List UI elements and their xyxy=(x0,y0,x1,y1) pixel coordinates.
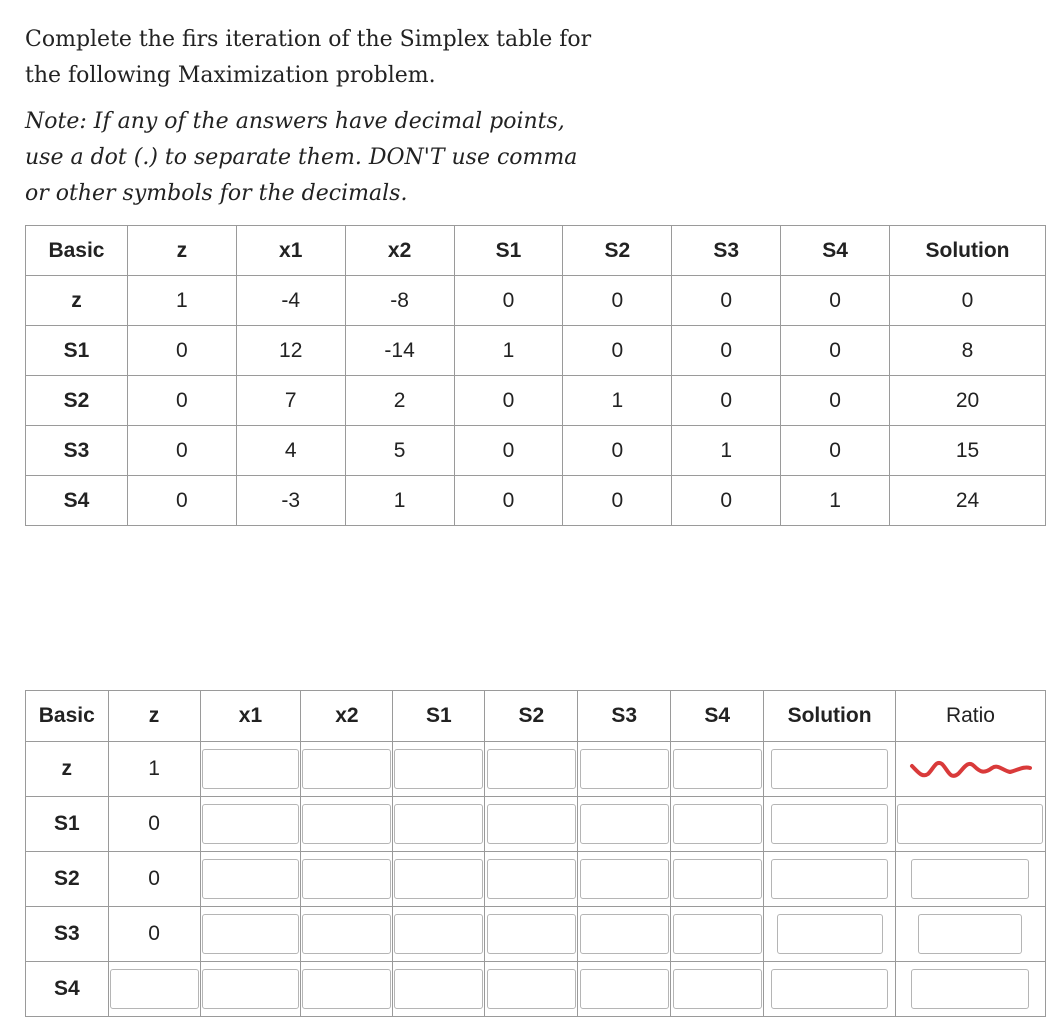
header-basic: Basic xyxy=(26,691,109,742)
answer-input-x1[interactable] xyxy=(202,969,299,1009)
cell-s3: 1 xyxy=(672,426,781,476)
cell-solution: 0 xyxy=(890,276,1046,326)
cell-s4: 0 xyxy=(781,326,890,376)
table-row xyxy=(26,276,1046,326)
cell-z: 0 xyxy=(108,852,200,907)
cell-s4: 1 xyxy=(781,476,890,526)
answer-input-s3[interactable] xyxy=(580,859,669,899)
answer-input-z[interactable] xyxy=(110,969,199,1009)
cell-s1: 1 xyxy=(454,326,563,376)
header-s2: S2 xyxy=(485,691,578,742)
answer-input-ratio[interactable] xyxy=(911,969,1029,1009)
answer-input-s2[interactable] xyxy=(487,804,576,844)
cell-z: 0 xyxy=(108,797,200,852)
answer-input-s3[interactable] xyxy=(580,804,669,844)
cell-s3: 0 xyxy=(672,276,781,326)
header-s3: S3 xyxy=(672,226,781,276)
cell-s2: 0 xyxy=(563,276,672,326)
cell-s4: 0 xyxy=(781,426,890,476)
cell-s3: 0 xyxy=(672,376,781,426)
answer-input-s1[interactable] xyxy=(394,969,483,1009)
header-basic: Basic xyxy=(26,226,128,276)
answer-input-x2[interactable] xyxy=(302,969,391,1009)
cell-s4: 0 xyxy=(781,276,890,326)
answer-input-s2[interactable] xyxy=(487,969,576,1009)
cell-solution: 20 xyxy=(890,376,1046,426)
table-row xyxy=(26,907,1046,962)
table-header-row xyxy=(26,691,1046,742)
table-header-row xyxy=(26,226,1046,276)
answer-input-x2[interactable] xyxy=(302,804,391,844)
header-s2: S2 xyxy=(563,226,672,276)
cell-solution: 8 xyxy=(890,326,1046,376)
table-row xyxy=(26,962,1046,1017)
header-x2: x2 xyxy=(301,691,393,742)
answer-input-solution[interactable] xyxy=(771,804,888,844)
answer-input-s2[interactable] xyxy=(487,859,576,899)
row-basic: S1 xyxy=(26,797,109,852)
answer-input-solution[interactable] xyxy=(771,749,888,789)
answer-input-s3[interactable] xyxy=(580,749,669,789)
row-basic: S2 xyxy=(26,376,128,426)
header-x1: x1 xyxy=(236,226,345,276)
header-s3: S3 xyxy=(578,691,671,742)
cell-s1: 0 xyxy=(454,426,563,476)
note-line-2: use a dot (.) to separate them. DON'T use comma xyxy=(25,145,578,170)
row-basic: z xyxy=(26,276,128,326)
answer-input-s3[interactable] xyxy=(580,914,669,954)
cell-x1: -3 xyxy=(236,476,345,526)
answer-input-x1[interactable] xyxy=(202,749,299,789)
initial-simplex-table xyxy=(25,225,1046,526)
cell-s1: 0 xyxy=(454,476,563,526)
table-row xyxy=(26,376,1046,426)
cell-z: 1 xyxy=(127,276,236,326)
row-basic: z xyxy=(26,742,109,797)
row-basic: S1 xyxy=(26,326,128,376)
cell-s1: 0 xyxy=(454,276,563,326)
header-s4: S4 xyxy=(781,226,890,276)
cell-x1: 12 xyxy=(236,326,345,376)
answer-input-s1[interactable] xyxy=(394,804,483,844)
header-z: z xyxy=(127,226,236,276)
header-s1: S1 xyxy=(393,691,485,742)
table-row xyxy=(26,852,1046,907)
row-basic: S4 xyxy=(26,476,128,526)
answer-input-x2[interactable] xyxy=(302,749,391,789)
header-ratio: Ratio xyxy=(895,691,1045,742)
cell-s4: 0 xyxy=(781,376,890,426)
table-row xyxy=(26,797,1046,852)
cell-solution: 24 xyxy=(890,476,1046,526)
cell-s1: 0 xyxy=(454,376,563,426)
header-z: z xyxy=(108,691,200,742)
note-line-3: or other symbols for the decimals. xyxy=(25,181,408,206)
cell-x1: -4 xyxy=(236,276,345,326)
answer-input-ratio[interactable] xyxy=(918,914,1022,954)
answer-input-s4[interactable] xyxy=(673,749,762,789)
cell-s3: 0 xyxy=(672,326,781,376)
row-basic: S3 xyxy=(26,907,109,962)
cell-z: 0 xyxy=(108,907,200,962)
cell-x2: 1 xyxy=(345,476,454,526)
cell-x2: 5 xyxy=(345,426,454,476)
header-s4: S4 xyxy=(671,691,764,742)
answer-input-s3[interactable] xyxy=(580,969,669,1009)
answer-input-x2[interactable] xyxy=(302,914,391,954)
answer-input-x1[interactable] xyxy=(202,859,299,899)
row-basic: S2 xyxy=(26,852,109,907)
answer-input-s1[interactable] xyxy=(394,914,483,954)
answer-input-s1[interactable] xyxy=(394,749,483,789)
header-x2: x2 xyxy=(345,226,454,276)
answer-input-solution[interactable] xyxy=(771,859,888,899)
cell-s2: 1 xyxy=(563,376,672,426)
instructions xyxy=(25,22,665,212)
cell-z: 1 xyxy=(108,742,200,797)
answer-input-ratio[interactable] xyxy=(897,804,1043,844)
cell-s2: 0 xyxy=(563,326,672,376)
cell-s2: 0 xyxy=(563,426,672,476)
note-line-1: Note: If any of the answers have decimal points, xyxy=(25,109,565,134)
answer-input-s2[interactable] xyxy=(487,749,576,789)
header-x1: x1 xyxy=(200,691,301,742)
header-s1: S1 xyxy=(454,226,563,276)
answer-input-x1[interactable] xyxy=(202,914,299,954)
cell-x1: 7 xyxy=(236,376,345,426)
row-basic: S3 xyxy=(26,426,128,476)
answer-input-solution[interactable] xyxy=(777,914,883,954)
table-row xyxy=(26,426,1046,476)
answer-input-s2[interactable] xyxy=(487,914,576,954)
answer-input-s4[interactable] xyxy=(673,914,762,954)
answer-input-x1[interactable] xyxy=(202,804,299,844)
cell-x1: 4 xyxy=(236,426,345,476)
red-scribble-mark xyxy=(906,752,1034,786)
cell-z: 0 xyxy=(127,426,236,476)
instruction-line-2: the following Maximization problem. xyxy=(25,63,436,88)
answer-input-s1[interactable] xyxy=(394,859,483,899)
table-row xyxy=(26,476,1046,526)
cell-z: 0 xyxy=(127,476,236,526)
cell-z: 0 xyxy=(127,376,236,426)
instruction-line-1: Complete the firs iteration of the Simplex table for xyxy=(25,27,592,52)
row-basic: S4 xyxy=(26,962,109,1017)
cell-solution: 15 xyxy=(890,426,1046,476)
cell-x2: 2 xyxy=(345,376,454,426)
answer-input-s4[interactable] xyxy=(673,969,762,1009)
answer-input-ratio[interactable] xyxy=(911,859,1029,899)
cell-z: 0 xyxy=(127,326,236,376)
header-solution: Solution xyxy=(890,226,1046,276)
cell-s3: 0 xyxy=(672,476,781,526)
answer-input-s4[interactable] xyxy=(673,804,762,844)
answer-input-solution[interactable] xyxy=(771,969,888,1009)
cell-x2: -8 xyxy=(345,276,454,326)
iteration-simplex-table xyxy=(25,690,1046,1017)
table-row xyxy=(26,326,1046,376)
table-row xyxy=(26,742,1046,797)
cell-s2: 0 xyxy=(563,476,672,526)
answer-input-x2[interactable] xyxy=(302,859,391,899)
header-solution: Solution xyxy=(764,691,896,742)
cell-x2: -14 xyxy=(345,326,454,376)
answer-input-s4[interactable] xyxy=(673,859,762,899)
